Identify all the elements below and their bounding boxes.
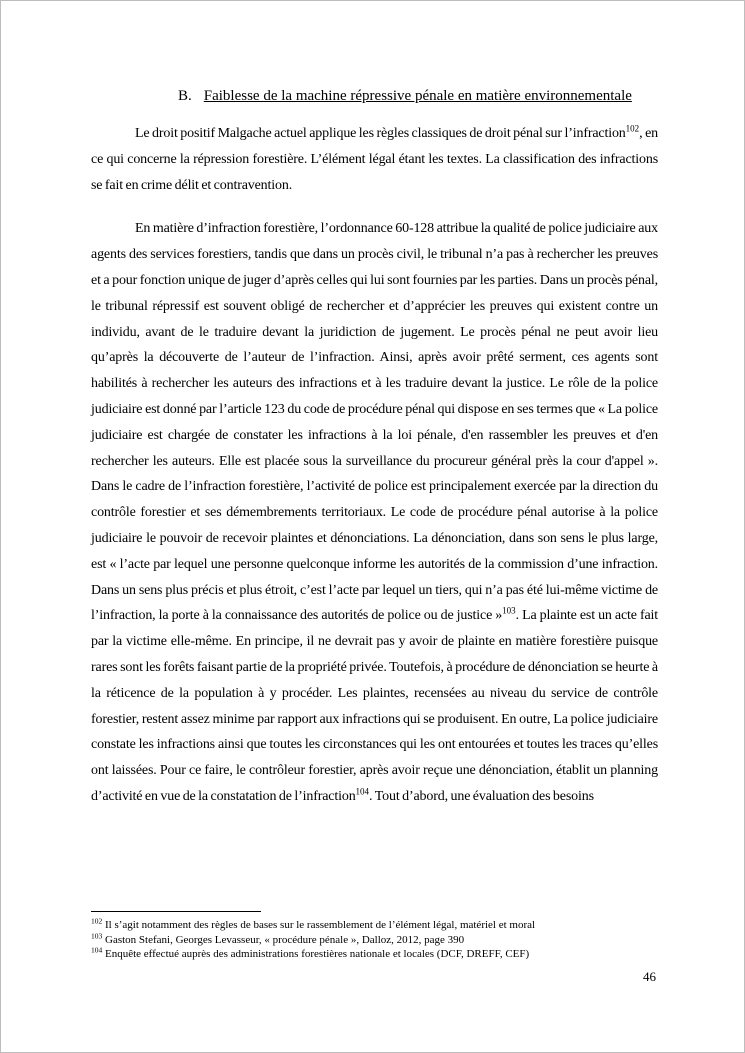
paragraph — [91, 121, 658, 198]
footnote-reference: 104 — [355, 786, 370, 797]
footnote-list — [91, 918, 658, 962]
footnote — [91, 947, 658, 962]
footnote — [91, 930, 658, 948]
page-number: 46 — [643, 969, 656, 984]
paragraph-text: , en ce qui concerne la répression forestière. L’élément légal étant les textes. La classification des infractions se fait en crime délit et contravention. — [91, 126, 658, 193]
paragraph-text: En matière d’infraction forestière, l’ordonnance 60-128 attribue la qualité de police judiciaire aux agents des services forestiers, tandis que dans un procès civil, le tribunal n’a pas à rechercher les preuves et a pour fonction unique de juger d’après celles qui lui sont fournies par les parties. Dans un procès pénal, le tribunal répressif est souvent obligé de rechercher et d’apprécier les preuves qui existent contre un individu, avant de le traduire devant la juridiction de jugement. Le procès pénal ne peut avoir lieu qu’après la découverte de l’auteur de l’infraction. Ainsi, après avoir prêté serment, ces agents sont habilités à rechercher les auteurs des infractions et à les traduire devant la justice. Le rôle de la police judiciaire est donné par l’article 123 du code de procédure pénal qui dispose en ses termes que « La police judiciaire est chargée de constater les infractions à la loi pénale, d'en rassembler les preuves et d'en rechercher les auteurs. Elle est placée sous la surveillance du procureur général près la cour d'appel ». Dans le cadre de l’infraction forestière, l’activité de police est principalement exercée par la direction du contrôle forestier et ses démembrements territoriaux. Le code de procédure pénal autorise à la police judiciaire le pouvoir de recevoir plaintes et dénonciations. La dénonciation, dans son sens le plus large, est « l’acte par lequel une personne quelconque informe les autorités de la commission d’une infraction. Dans un sens plus précis et plus étroit, c’est l’acte par lequel un tiers, qui n’a pas été lui-même victime de l’infraction, la porte à la connaissance des autorités de police ou de justice » — [91, 221, 658, 624]
footnotes-section — [91, 907, 658, 962]
footnote — [91, 918, 658, 933]
paragraph-text: . Tout d’abord, une évaluation des besoins — [369, 788, 594, 804]
footnote-text: Il s’agit notamment des règles de bases sur le rassemblement de l’élément légal, matériel et moral — [102, 919, 536, 931]
body-text — [91, 121, 658, 828]
section-heading-title: Faiblesse de la machine répressive pénale en matière environnementale — [203, 88, 632, 104]
footnote-text: Gaston Stefani, Georges Levasseur, « procédure pénale », Dalloz, 2012, page 390 — [102, 933, 465, 946]
paragraph — [91, 216, 658, 809]
footnote-reference: 102 — [625, 123, 640, 134]
footnote-separator — [91, 911, 261, 912]
footnote-number: 102 — [91, 916, 103, 926]
footnote-reference: 103 — [502, 605, 516, 616]
footnote-text: Enquête effectué auprès des administrations forestières nationale et locales (DCF, DREFF, CEF) — [102, 948, 530, 961]
footnote-number: 104 — [91, 945, 103, 955]
section-heading-label: B. — [178, 88, 192, 104]
paragraph-text: Le droit positif Malgache actuel applique les règles classiques de droit pénal sur l’infraction — [135, 126, 626, 141]
paragraph-text: . La plainte est un acte fait par la victime elle-même. En principe, il ne devrait pas y avoir de plainte en matière forestière puisque rares sont les forêts faisant partie de la propriété privée. Toutefois, à procédure de dénonciation se heurte à la réticence de la population à y procéder. Les plaintes, recensées au niveau du service de contrôle forestier, restent assez minime par rapport aux infractions qui se produisent. En outre, La police judiciaire constate les infractions ainsi que toutes les circonstances qui les ont entourées et toutes les traces qu’elles ont laissées. Pour ce faire, le contrôleur forestier, après avoir reçue une dénonciation, établit un planning d’activité en vue de la constatation de l’infraction — [91, 608, 658, 804]
section-heading — [178, 88, 632, 105]
footnote-number: 103 — [91, 930, 103, 940]
